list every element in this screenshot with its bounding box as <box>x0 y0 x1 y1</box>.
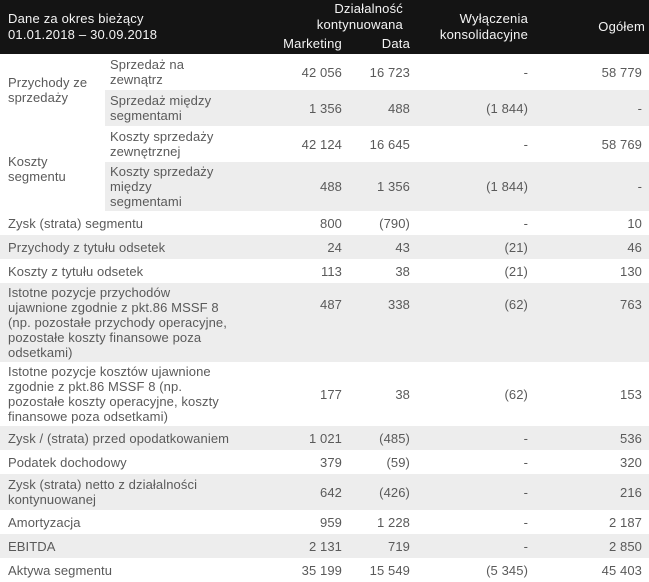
value-total: 2 187 <box>608 514 642 530</box>
row-label: Zysk (strata) segmentu <box>8 215 144 231</box>
row-label: Zysk / (strata) przed opodatkowaniem <box>0 426 240 450</box>
row-label: Koszty sprzedaży między segmentami <box>105 162 240 211</box>
value-marketing: 113 <box>320 263 342 279</box>
table-row <box>0 534 649 558</box>
table-header <box>0 0 649 54</box>
value-total: 536 <box>528 426 649 450</box>
value-eliminations: - <box>523 514 528 530</box>
period-label: Dane za okres bieżący <box>8 11 144 26</box>
table-row <box>0 362 649 426</box>
column-header-eliminations <box>410 0 528 54</box>
value-marketing: 2 131 <box>240 534 342 558</box>
value-marketing: 379 <box>320 454 342 470</box>
value-data: 38 <box>395 263 410 279</box>
row-label: Koszty z tytułu odsetek <box>8 263 144 279</box>
value-marketing: 487 <box>240 283 342 362</box>
value-total: 10 <box>627 215 642 231</box>
table-row <box>0 426 649 450</box>
row-group-label: Koszty segmentu <box>0 126 105 211</box>
period-header <box>0 0 240 54</box>
value-total: 130 <box>620 263 642 279</box>
value-data: 43 <box>342 235 410 259</box>
table-row <box>0 235 649 259</box>
value-marketing: 177 <box>320 386 342 402</box>
value-eliminations: (21) <box>504 263 528 279</box>
table-row <box>0 558 649 582</box>
value-data: 16 723 <box>369 64 410 80</box>
row-label: Amortyzacja <box>8 514 81 530</box>
value-marketing: 1 356 <box>240 90 342 126</box>
row-label: Podatek dochodowy <box>8 454 127 470</box>
value-marketing: 35 199 <box>301 562 342 578</box>
value-marketing: 800 <box>320 215 342 231</box>
value-marketing: 959 <box>320 514 342 530</box>
row-label: Sprzedaż między segmentami <box>105 90 240 126</box>
table-row <box>0 259 649 283</box>
value-eliminations: - <box>523 454 528 470</box>
value-eliminations: (1 844) <box>410 162 528 211</box>
value-marketing: 42 124 <box>301 136 342 152</box>
value-total: 58 779 <box>601 64 642 80</box>
value-marketing: 1 021 <box>240 426 342 450</box>
row-label: Istotne pozycje przychodów ujawnione zgodnie z pkt.86 MSSF 8 (np. pozostałe przychody operacyjne, pozostałe koszty finansowe poza odsetkami) <box>0 283 240 362</box>
value-data: 488 <box>342 90 410 126</box>
row-label: EBITDA <box>0 534 240 558</box>
table-row <box>0 283 649 362</box>
value-data: 338 <box>342 283 410 362</box>
value-total: 45 403 <box>601 562 642 578</box>
value-eliminations: - <box>410 474 528 510</box>
value-eliminations: (1 844) <box>410 90 528 126</box>
header-row-top <box>0 0 649 34</box>
table-row <box>0 211 649 235</box>
value-data: (426) <box>342 474 410 510</box>
value-total: 216 <box>528 474 649 510</box>
value-data: 38 <box>395 386 410 402</box>
row-label: Aktywa segmentu <box>8 562 113 578</box>
table-body <box>0 54 649 582</box>
value-total: 58 769 <box>601 136 642 152</box>
value-eliminations: - <box>410 426 528 450</box>
table-row <box>0 510 649 534</box>
column-header-data: Data <box>342 34 410 54</box>
value-marketing: 24 <box>240 235 342 259</box>
value-marketing: 42 056 <box>301 64 342 80</box>
column-header-total <box>528 0 649 54</box>
value-eliminations: (21) <box>410 235 528 259</box>
row-group-label: Przychody ze sprzedaży <box>0 54 105 126</box>
value-marketing: 488 <box>240 162 342 211</box>
row-label: Istotne pozycje kosztów ujawnione zgodnie z pkt.86 MSSF 8 (np. pozostałe koszty operacyjne, koszty finansowe poza odsetkami) <box>8 364 219 424</box>
value-data: 1 356 <box>342 162 410 211</box>
value-total: 320 <box>620 454 642 470</box>
value-eliminations: - <box>523 215 528 231</box>
table-row <box>0 126 649 162</box>
row-label: Przychody z tytułu odsetek <box>0 235 240 259</box>
column-header-eliminations-label: Wyłączenia konsolidacyjne <box>439 11 528 42</box>
period-dates: 01.01.2018 – 30.09.2018 <box>8 27 158 42</box>
column-header-total-label: Ogółem <box>598 19 645 34</box>
value-eliminations: (62) <box>410 283 528 362</box>
value-total: - <box>528 90 649 126</box>
value-eliminations: - <box>523 136 528 152</box>
row-label: Zysk (strata) netto z działalności kontynuowanej <box>0 474 240 510</box>
value-total: 153 <box>620 386 642 402</box>
column-group-continuing <box>240 0 410 34</box>
value-eliminations: (62) <box>504 386 528 402</box>
value-data: 15 549 <box>369 562 410 578</box>
value-data: 719 <box>342 534 410 558</box>
table-row <box>0 54 649 90</box>
table-row <box>0 450 649 474</box>
value-total: - <box>528 162 649 211</box>
value-marketing: 642 <box>240 474 342 510</box>
column-header-marketing: Marketing <box>240 34 342 54</box>
value-eliminations: - <box>410 534 528 558</box>
value-data: 1 228 <box>376 514 410 530</box>
value-total: 763 <box>528 283 649 362</box>
table-row <box>0 474 649 510</box>
value-data: (485) <box>342 426 410 450</box>
row-label: Sprzedaż na zewnątrz <box>110 57 185 87</box>
value-data: (790) <box>379 215 410 231</box>
value-total: 2 850 <box>528 534 649 558</box>
value-eliminations: (5 345) <box>486 562 528 578</box>
column-group-continuing-label: Działalność kontynuowana <box>316 1 403 32</box>
value-data: 16 645 <box>369 136 410 152</box>
value-eliminations: - <box>523 64 528 80</box>
row-label: Koszty sprzedaży zewnętrznej <box>110 129 214 159</box>
value-total: 46 <box>528 235 649 259</box>
value-data: (59) <box>386 454 410 470</box>
